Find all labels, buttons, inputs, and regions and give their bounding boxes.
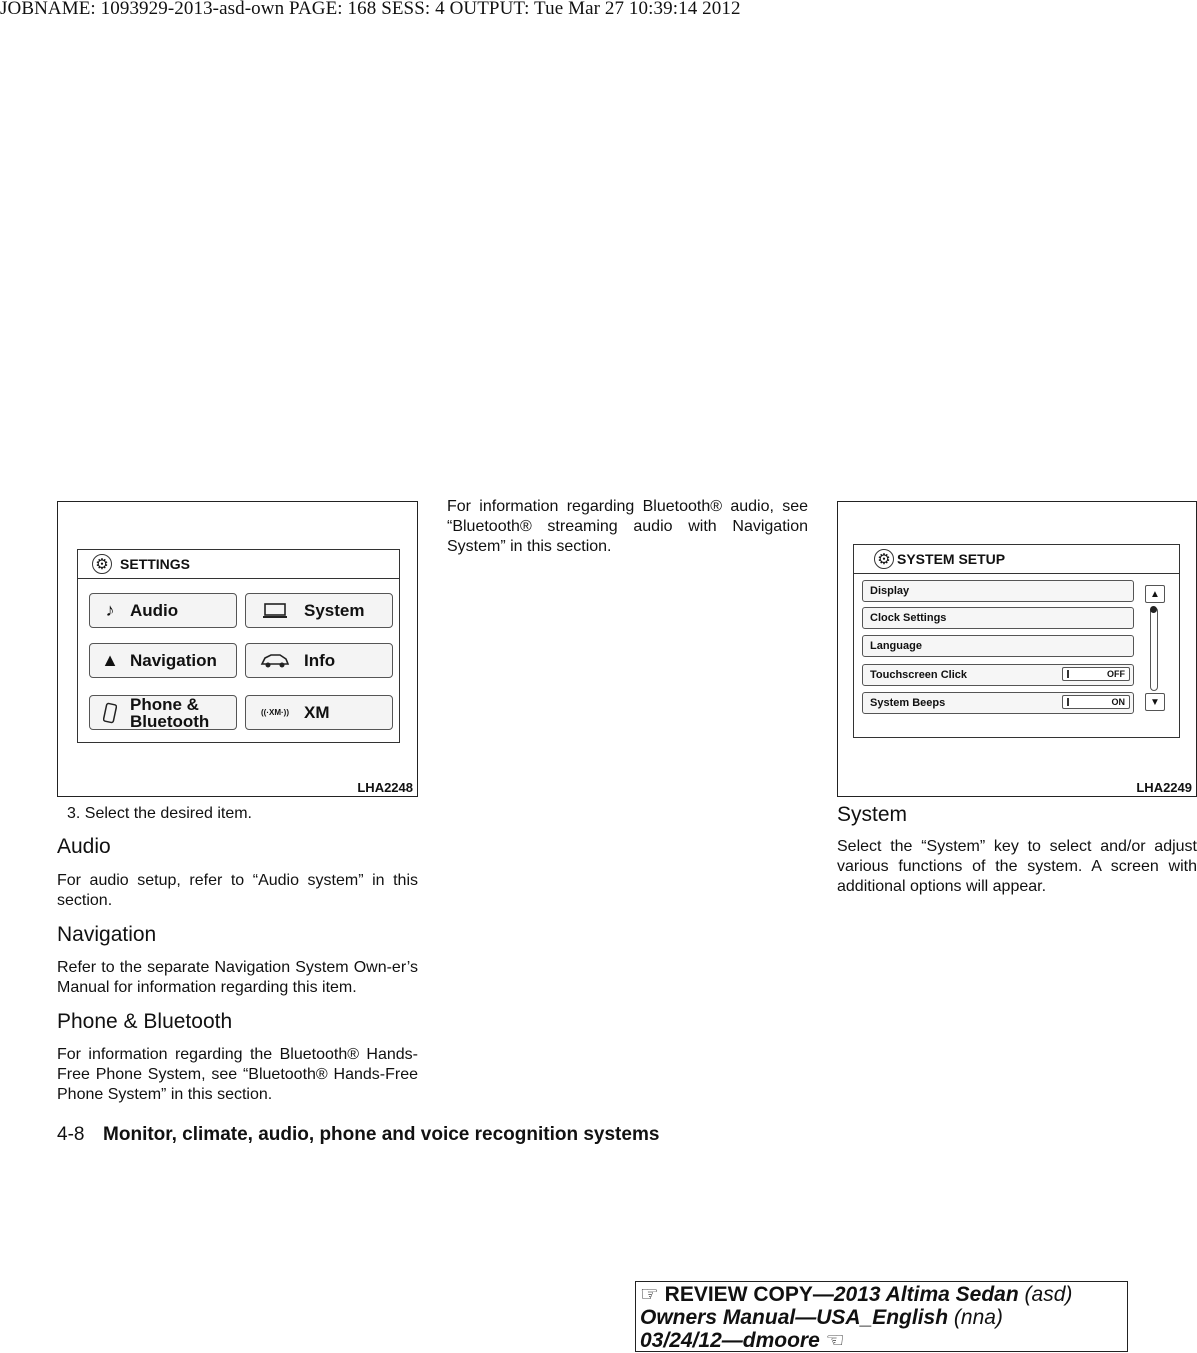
system-setup-figure — [837, 501, 1197, 797]
arrow-up-icon: ▲ — [1150, 588, 1160, 600]
review-manual-code: (nna) — [953, 1306, 1003, 1329]
job-header: JOBNAME: 1093929-2013-asd-own PAGE: 168 SESS: 4 OUTPUT: Tue Mar 27 10:39:14 2012 — [0, 0, 741, 19]
clock-settings-row[interactable] — [862, 607, 1134, 629]
page-footer — [57, 1124, 659, 1146]
xm-tile-label: XM — [304, 702, 330, 722]
system-tile[interactable] — [245, 593, 393, 628]
touchscreen-click-row[interactable] — [862, 664, 1134, 686]
navigation-text: Refer to the separate Navigation System Own-er’s Manual for information regarding this item. — [57, 959, 418, 996]
audio-heading: Audio — [57, 835, 111, 858]
settings-title-bar — [78, 550, 399, 579]
system-heading: System — [837, 803, 908, 826]
clock-settings-row-label: Clock Settings — [870, 612, 947, 624]
step-3-text: 3. Select the desired item. — [67, 805, 252, 822]
figure-id-left: LHA2248 — [357, 780, 413, 795]
gear-icon: ⚙ — [874, 549, 894, 569]
figure-id-right: LHA2249 — [1136, 780, 1192, 795]
settings-title: SETTINGS — [120, 556, 191, 572]
display-row[interactable] — [862, 580, 1134, 602]
xm-radio-icon: ((·XM·)) — [261, 708, 289, 717]
language-row-label: Language — [870, 640, 922, 652]
touchscreen-click-toggle[interactable]: OFF — [1062, 667, 1130, 681]
navigation-tile[interactable] — [89, 643, 237, 678]
pointing-hand-icon: ☞ — [640, 1283, 659, 1306]
navigation-heading: Navigation — [57, 923, 157, 946]
info-tile-label: Info — [304, 650, 336, 670]
system-tile-label: System — [304, 600, 365, 620]
scroll-up-button[interactable] — [1145, 585, 1165, 603]
phone-bluetooth-text: For information regarding the Bluetooth® Hands-Free Phone System, see “Bluetooth® Hands-Free Phone System” in this section. — [57, 1046, 418, 1103]
phone-label-line2: Bluetooth — [130, 711, 210, 731]
settings-screen — [77, 549, 400, 743]
phone-bluetooth-tile[interactable] — [89, 695, 237, 730]
review-model: 2013 Altima Sedan — [833, 1283, 1019, 1306]
audio-tile[interactable] — [89, 593, 237, 628]
scrollbar-track[interactable] — [1150, 607, 1158, 691]
system-beeps-row-label: System Beeps — [870, 697, 946, 709]
scrollbar-thumb[interactable] — [1150, 606, 1157, 613]
system-setup-screen — [853, 544, 1180, 738]
settings-figure — [57, 501, 418, 797]
car-icon — [246, 653, 304, 669]
display-row-label: Display — [870, 585, 910, 597]
info-tile[interactable] — [245, 643, 393, 678]
review-line-1 — [640, 1283, 1123, 1306]
scroll-down-button[interactable] — [1145, 693, 1165, 711]
review-copy-label: REVIEW COPY— — [664, 1283, 834, 1306]
language-row[interactable] — [862, 635, 1134, 657]
review-line-3 — [640, 1329, 1123, 1352]
pointing-hand-icon: ☜ — [825, 1329, 845, 1352]
phone-bluetooth-label — [130, 696, 209, 730]
gear-icon: ⚙ — [92, 554, 112, 574]
bluetooth-audio-text: For information regarding Bluetooth® audio, see “Bluetooth® streaming audio with Navigation System” in this section. — [447, 498, 808, 555]
system-setup-title-bar — [854, 545, 1179, 574]
review-copy-box — [635, 1281, 1128, 1352]
phone-label-line1: Phone & — [130, 694, 199, 714]
navigation-tile-label: Navigation — [130, 650, 217, 670]
review-date: 03/24/12—dmoore — [640, 1329, 820, 1352]
system-text: Select the “System” key to select and/or adjust various functions of the system. A screen with additional options will appear. — [837, 838, 1197, 895]
system-setup-title: SYSTEM SETUP — [897, 551, 1006, 567]
navigation-arrow-icon: ▲ — [101, 650, 119, 670]
phone-bluetooth-heading: Phone & Bluetooth — [57, 1010, 233, 1033]
arrow-down-icon: ▼ — [1150, 696, 1160, 708]
phone-icon — [90, 702, 130, 724]
system-beeps-row[interactable] — [862, 692, 1134, 714]
review-line-2 — [640, 1306, 1123, 1329]
xm-tile[interactable] — [245, 695, 393, 730]
page-number: 4-8 — [57, 1124, 85, 1145]
review-model-code: (asd) — [1024, 1283, 1073, 1306]
review-manual: Owners Manual—USA_English — [640, 1306, 949, 1329]
touchscreen-click-row-label: Touchscreen Click — [870, 669, 967, 681]
music-note-icon: ♪ — [105, 600, 115, 620]
audio-text: For audio setup, refer to “Audio system” in this section. — [57, 872, 418, 909]
monitor-icon — [246, 603, 304, 619]
audio-tile-label: Audio — [130, 600, 179, 620]
system-beeps-toggle[interactable]: ON — [1062, 695, 1130, 709]
section-title: Monitor, climate, audio, phone and voice recognition systems — [103, 1124, 660, 1145]
